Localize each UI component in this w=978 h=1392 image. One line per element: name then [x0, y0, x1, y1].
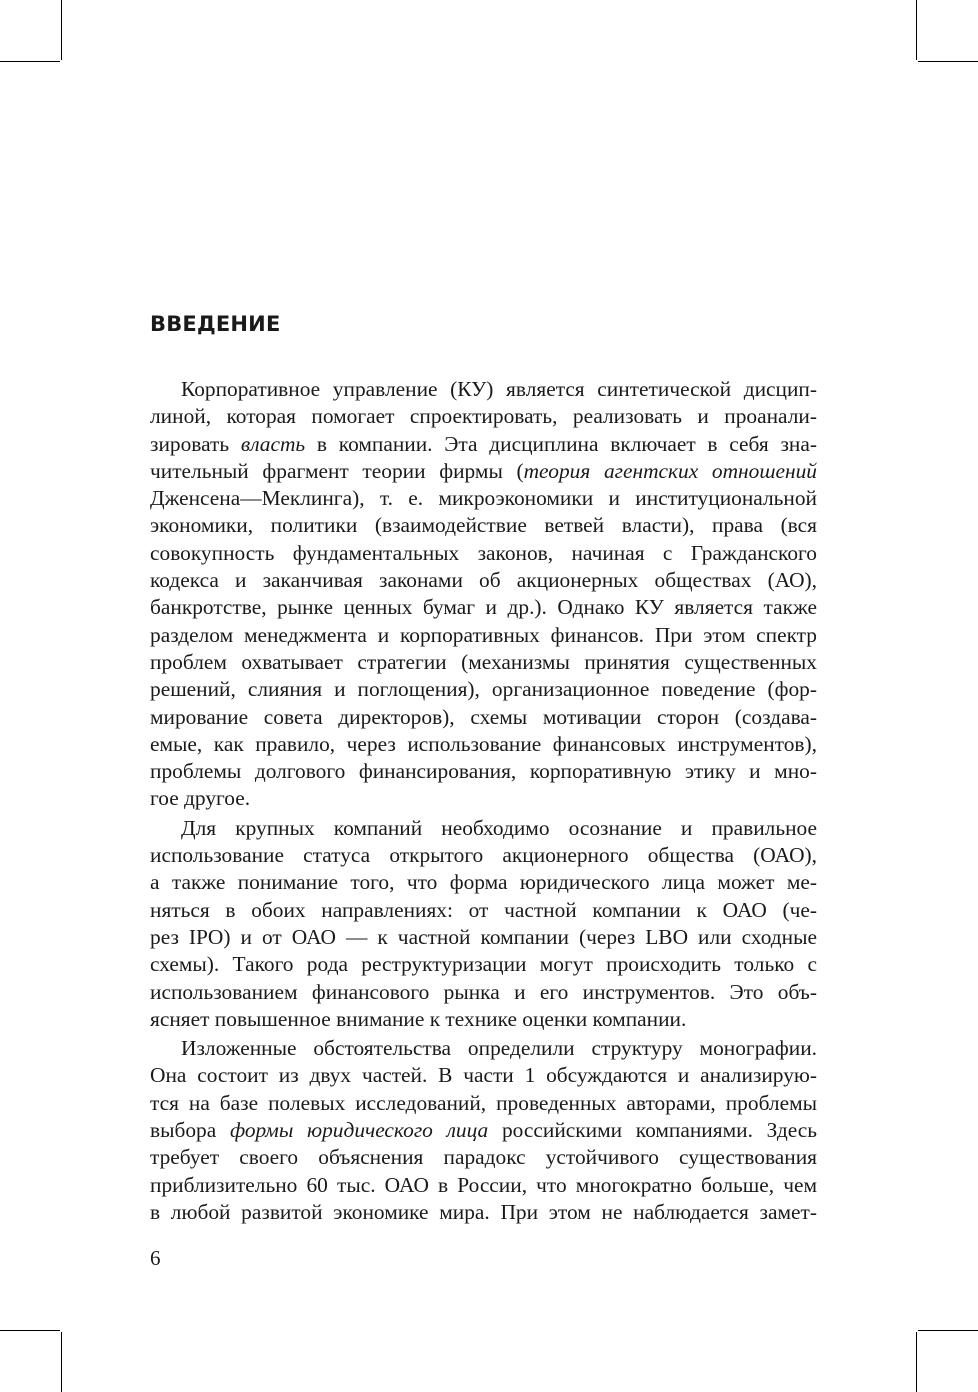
paragraph	[150, 815, 817, 1033]
text-segment: российскими компаниями. Здесь	[488, 1118, 817, 1143]
text-segment: гое другое.	[150, 786, 251, 811]
text-line	[150, 594, 817, 621]
text-segment: банкротстве, рынке ценных бумаг и др.). Однако КУ является также	[150, 595, 817, 620]
text-line	[150, 897, 817, 924]
text-segment: чительный фрагмент теории фирмы (	[150, 458, 524, 483]
text-line	[150, 731, 817, 758]
text-segment: Для крупных компаний необходимо осознание и правильное	[181, 815, 817, 840]
text-line	[150, 431, 817, 458]
text-segment: мирование совета директоров), схемы мотивации сторон (создава-	[150, 704, 817, 729]
text-segment: решений, слияния и поглощения), организационное поведение (фор-	[150, 677, 817, 702]
crop-mark-top-left	[61, 0, 62, 60]
text-line	[150, 785, 817, 812]
text-line	[150, 1006, 817, 1033]
text-segment: а также понимание того, что форма юридического лица может ме-	[150, 870, 817, 895]
text-segment: использование статуса открытого акционерного общества (ОАО),	[150, 843, 817, 868]
text-line	[150, 1172, 817, 1199]
text-segment: линой, которая помогает спроектировать, реализовать и проанали-	[150, 404, 817, 429]
text-segment: Дженсена—Меклинга), т. е. микроэкономики и институциональной	[150, 486, 817, 511]
italic-term: теория агентских отношений	[523, 458, 818, 483]
text-line	[150, 704, 817, 731]
text-segment: рез IPO) и от ОАО — к частной компании (через LBO или сходные	[150, 924, 817, 949]
text-segment: проблемы долгового финансирования, корпоративную этику и мно-	[150, 759, 817, 784]
text-segment: разделом менеджмента и корпоративных финансов. При этом спектр	[150, 622, 817, 647]
italic-term: власть	[240, 431, 306, 456]
crop-mark-bottom-right	[916, 1332, 917, 1392]
text-line	[150, 376, 817, 403]
text-line	[150, 1144, 817, 1171]
text-line	[150, 512, 817, 539]
text-segment: ясняет повышенное внимание к технике оценки компании.	[150, 1006, 687, 1031]
text-line	[150, 924, 817, 951]
text-segment: кодекса и заканчивая законами об акционерных обществах (АО),	[150, 568, 817, 593]
italic-term: формы юридического лица	[229, 1118, 489, 1143]
text-segment: в компании. Эта дисциплина включает в себя зна-	[305, 431, 817, 456]
crop-mark-top-right	[916, 0, 917, 60]
text-line	[150, 1199, 817, 1226]
text-segment: няться в обоих направлениях: от частной компании к ОАО (че-	[150, 897, 817, 922]
text-line	[150, 951, 817, 978]
text-line	[150, 540, 817, 567]
text-segment: в любой развитой экономике мира. При этом не наблюдается замет-	[150, 1199, 817, 1224]
text-line	[150, 869, 817, 896]
paragraph	[150, 376, 817, 813]
text-segment: схемы). Такого рода реструктуризации могут происходить только с	[150, 952, 817, 977]
text-line	[150, 485, 817, 512]
text-segment: Корпоративное управление (КУ) является синтетической дисцип-	[181, 377, 817, 401]
text-segment: выбора	[150, 1118, 230, 1143]
body-text	[150, 376, 817, 1226]
text-line	[150, 649, 817, 676]
text-segment: приблизительно 60 тыс. ОАО в России, что многократно больше, чем	[150, 1172, 817, 1197]
text-line	[150, 1117, 817, 1144]
crop-mark-bottom-right-h	[918, 1330, 978, 1331]
text-segment: Она состоит из двух частей. В части 1 обсуждаются и анализирую-	[150, 1063, 817, 1088]
text-segment: использованием финансового рынка и его инструментов. Это объ-	[150, 979, 817, 1004]
crop-mark-top-left-h	[0, 61, 60, 62]
page-number: 6	[150, 1246, 161, 1270]
text-line	[150, 458, 817, 485]
text-line	[150, 842, 817, 869]
crop-mark-top-right-h	[918, 61, 978, 62]
text-line	[150, 403, 817, 430]
text-segment: экономики, политики (взаимодействие ветвей власти), права (вся	[150, 513, 817, 538]
text-segment: тся на базе полевых исследований, проведенных авторами, проблемы	[150, 1090, 817, 1115]
crop-mark-bottom-left-h	[0, 1330, 60, 1331]
text-segment: требует своего объяснения парадокс устойчивого существования	[150, 1145, 817, 1170]
paragraph	[150, 1035, 817, 1226]
text-segment: Изложенные обстоятельства определили структуру монографии.	[181, 1036, 817, 1061]
text-line	[150, 979, 817, 1006]
text-line	[150, 758, 817, 785]
text-line	[150, 567, 817, 594]
text-segment: емые, как правило, через использование финансовых инструментов),	[150, 731, 817, 756]
chapter-heading: ВВЕДЕНИЕ	[150, 312, 281, 336]
text-segment: совокупность фундаментальных законов, начиная с Гражданского	[150, 540, 817, 565]
text-line	[150, 622, 817, 649]
text-line	[150, 1090, 817, 1117]
text-line	[150, 815, 817, 842]
text-segment: проблем охватывает стратегии (механизмы принятия существенных	[150, 649, 817, 674]
text-line	[150, 676, 817, 703]
crop-mark-bottom-left	[61, 1332, 62, 1392]
text-segment: зировать	[150, 431, 241, 456]
text-line	[150, 1035, 817, 1062]
text-line	[150, 1062, 817, 1089]
